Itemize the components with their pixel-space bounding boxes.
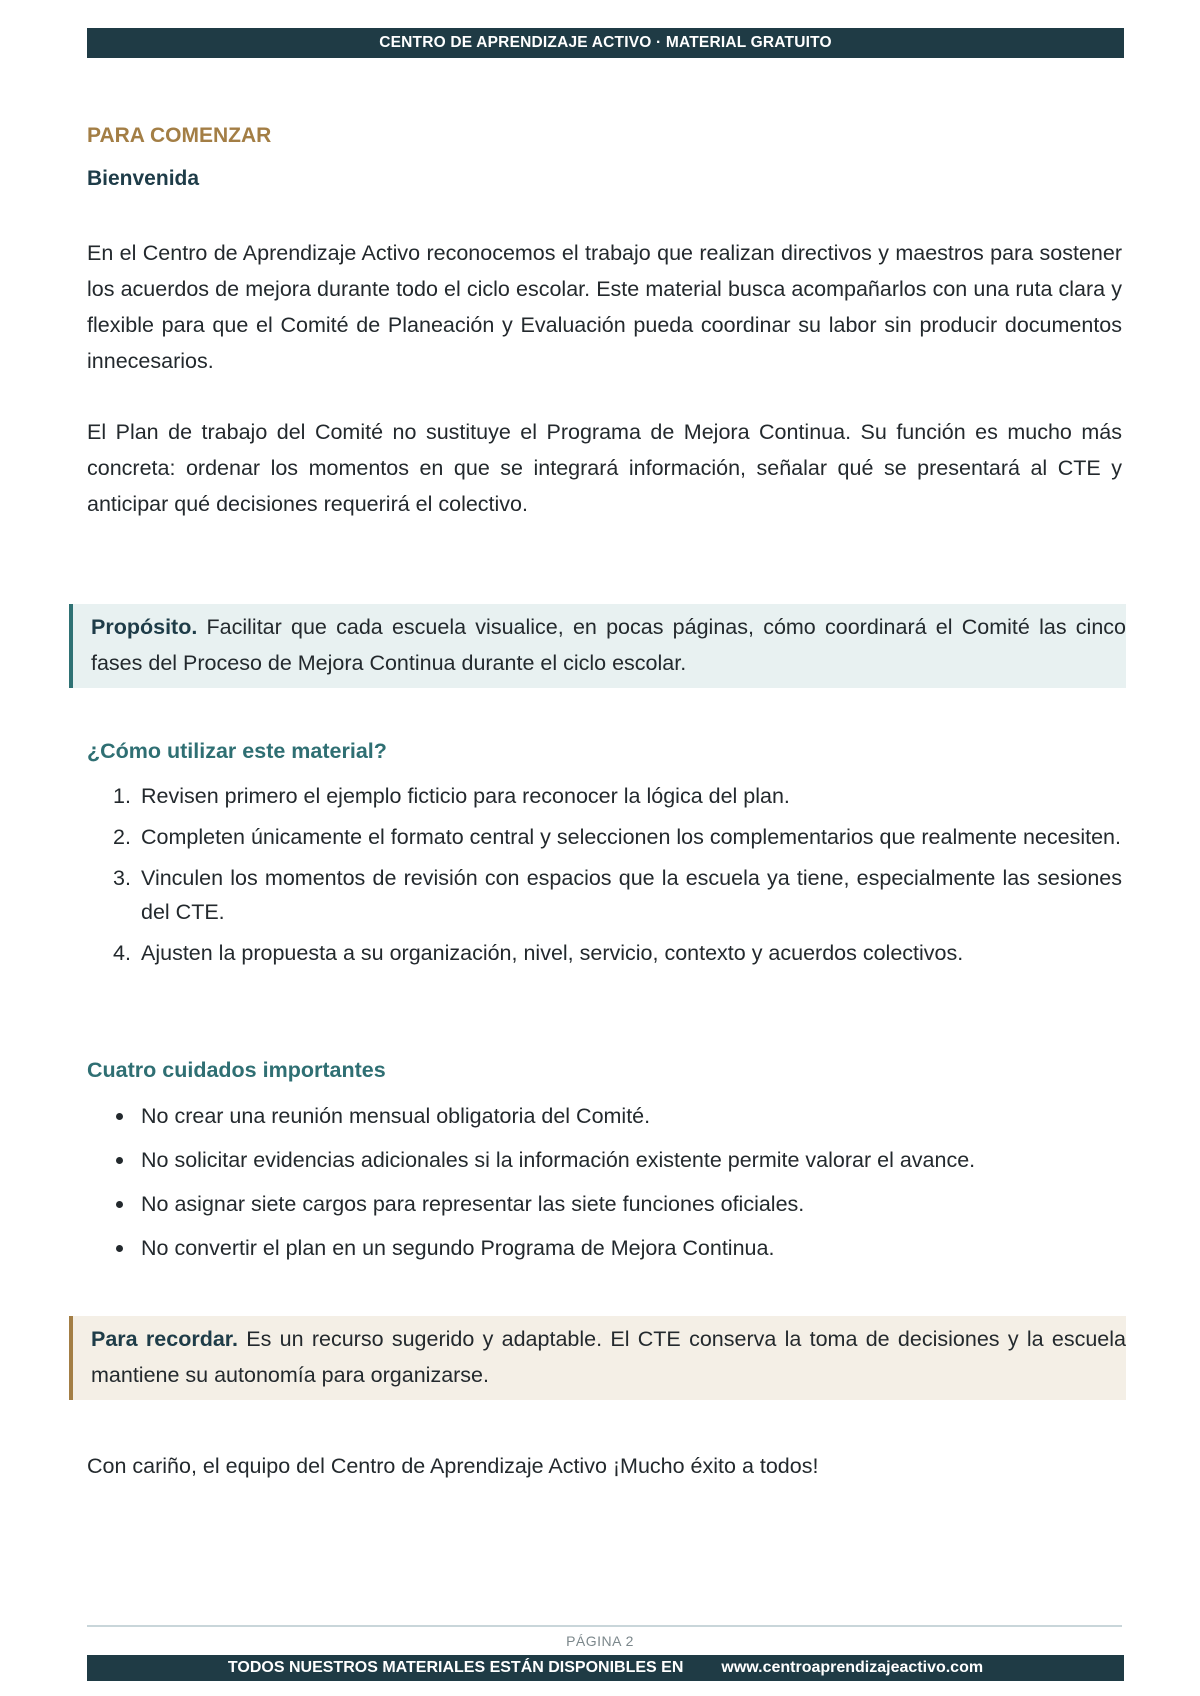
intro-paragraph-1: En el Centro de Aprendizaje Activo reconocemos el trabajo que realizan directivos y maestros para sostener los acuerdos de mejora durante todo el ciclo escolar. Este material busca acompañarlos con una ruta clara y flexible para que el Comité de Planeación y Evaluación pueda coordinar su labor sin producir documentos innecesarios.	[87, 241, 1122, 373]
reminder-callout-text: Es un recurso sugerido y adaptable. El CTE conserva la toma de decisiones y la escuela mantiene su autonomía para organizarse.	[91, 1327, 1126, 1387]
header-banner	[87, 28, 1124, 58]
bullet-icon	[116, 1201, 123, 1208]
caution-text: No solicitar evidencias adicionales si la información existente permite valorar el avance.	[141, 1148, 976, 1172]
closing-message: Con cariño, el equipo del Centro de Aprendizaje Activo ¡Mucho éxito a todos!	[87, 1454, 819, 1478]
bullet-icon	[116, 1157, 123, 1164]
reminder-callout	[69, 1316, 1126, 1400]
steps-list	[87, 779, 1122, 977]
list-item	[87, 861, 1122, 929]
list-item	[87, 1099, 1122, 1133]
step-number: 2.	[113, 825, 131, 849]
list-item	[87, 820, 1122, 854]
step-text: Vinculen los momentos de revisión con espacios que la escuela ya tiene, especialmente las sesiones del CTE.	[141, 866, 1122, 924]
header-banner-text: CENTRO DE APRENDIZAJE ACTIVO · MATERIAL GRATUITO	[379, 34, 832, 51]
step-text: Ajusten la propuesta a su organización, nivel, servicio, contexto y acuerdos colectivos.	[141, 941, 964, 965]
page-title: Bienvenida	[87, 167, 200, 190]
purpose-callout-text: Facilitar que cada escuela visualice, en pocas páginas, cómo coordinará el Comité las cinco fases del Proceso de Mejora Continua durante el ciclo escolar.	[91, 615, 1126, 675]
bullet-icon	[116, 1113, 123, 1120]
footer-banner	[87, 1655, 1124, 1681]
list-item	[87, 936, 1122, 970]
footer-availability-text: TODOS NUESTROS MATERIALES ESTÁN DISPONIBLES EN	[227, 1659, 684, 1676]
cautions-heading: Cuatro cuidados importantes	[87, 1058, 386, 1082]
list-item	[87, 1187, 1122, 1221]
list-item	[87, 779, 1122, 813]
purpose-callout-lead: Propósito.	[91, 615, 198, 639]
how-to-use-heading: ¿Cómo utilizar este material?	[87, 739, 387, 763]
page-number: PÁGINA 2	[566, 1633, 634, 1649]
intro-paragraph-2: El Plan de trabajo del Comité no sustituye el Programa de Mejora Continua. Su función es mucho más concreta: ordenar los momentos en que se integrará información, señalar qué se presentará al CTE y anticipar qué decisiones requerirá el colectivo.	[87, 420, 1122, 516]
step-text: Revisen primero el ejemplo ficticio para reconocer la lógica del plan.	[141, 784, 790, 808]
caution-text: No convertir el plan en un segundo Programa de Mejora Continua.	[141, 1236, 775, 1260]
section-kicker: PARA COMENZAR	[87, 124, 272, 147]
bullet-icon	[116, 1245, 123, 1252]
step-number: 4.	[113, 941, 131, 965]
caution-text: No crear una reunión mensual obligatoria del Comité.	[141, 1104, 651, 1128]
footer-website-link[interactable]: www.centroaprendizajeactivo.com	[721, 1659, 984, 1676]
reminder-callout-lead: Para recordar.	[91, 1327, 238, 1351]
step-number: 1.	[113, 784, 131, 808]
step-text: Completen únicamente el formato central y seleccionen los complementarios que realmente necesiten.	[141, 825, 1121, 849]
list-item	[87, 1231, 1122, 1265]
list-item	[87, 1143, 1122, 1177]
cautions-list	[87, 1099, 1122, 1275]
caution-text: No asignar siete cargos para representar las siete funciones oficiales.	[141, 1192, 805, 1216]
purpose-callout	[69, 604, 1126, 688]
footer-divider	[87, 1625, 1122, 1627]
step-number: 3.	[113, 866, 131, 890]
